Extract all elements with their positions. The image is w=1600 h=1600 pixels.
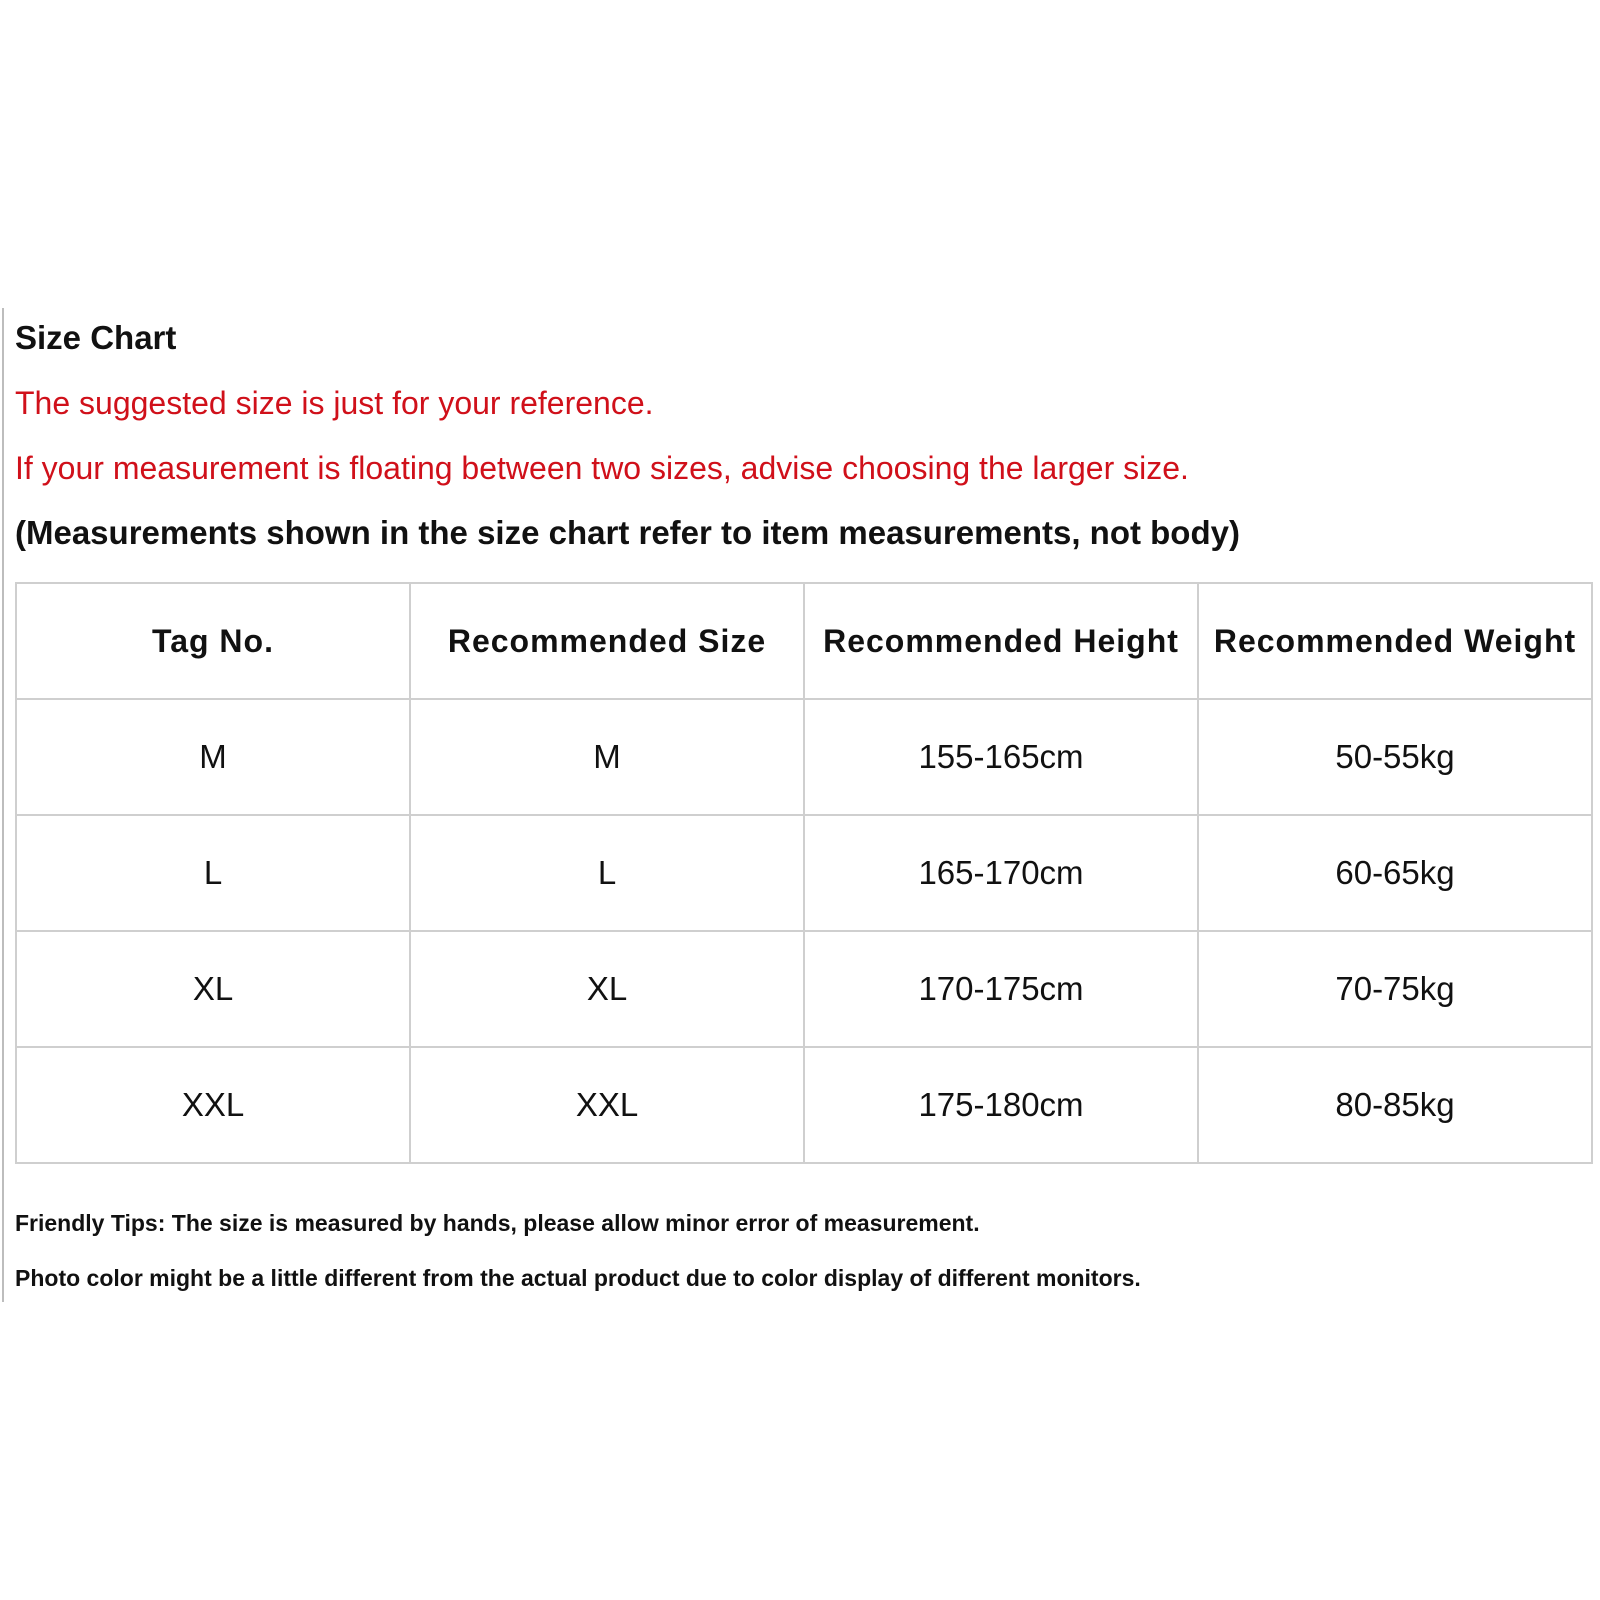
cell-tag-no: XL — [16, 931, 410, 1047]
cell-tag-no: M — [16, 699, 410, 815]
cell-recommended-height: 155-165cm — [804, 699, 1198, 815]
cell-recommended-weight: 50-55kg — [1198, 699, 1592, 815]
table-header-row — [16, 583, 1592, 699]
header-tag-no: Tag No. — [16, 583, 410, 699]
cell-tag-no: XXL — [16, 1047, 410, 1163]
cell-recommended-weight: 70-75kg — [1198, 931, 1592, 1047]
page-title: Size Chart — [15, 319, 177, 356]
tip-measurement-error: Friendly Tips: The size is measured by hands, please allow minor error of measurement. — [15, 1210, 980, 1236]
cell-recommended-size: M — [410, 699, 804, 815]
cell-recommended-height: 175-180cm — [804, 1047, 1198, 1163]
cell-recommended-size: L — [410, 815, 804, 931]
header-recommended-height: Recommended Height — [804, 583, 1198, 699]
cell-recommended-size: XL — [410, 931, 804, 1047]
reference-note: The suggested size is just for your reference. — [15, 385, 654, 421]
table-row — [16, 699, 1592, 815]
larger-size-advice: If your measurement is floating between two sizes, advise choosing the larger size. — [15, 450, 1189, 486]
cell-recommended-height: 170-175cm — [804, 931, 1198, 1047]
tip-photo-color: Photo color might be a little different from the actual product due to color display of different monitors. — [15, 1265, 1141, 1291]
cell-recommended-weight: 80-85kg — [1198, 1047, 1592, 1163]
table-row — [16, 815, 1592, 931]
table-row — [16, 1047, 1592, 1163]
header-recommended-size: Recommended Size — [410, 583, 804, 699]
cell-recommended-weight: 60-65kg — [1198, 815, 1592, 931]
header-recommended-weight: Recommended Weight — [1198, 583, 1592, 699]
measurement-note: (Measurements shown in the size chart refer to item measurements, not body) — [15, 514, 1240, 551]
size-table — [15, 582, 1593, 1164]
friendly-tips — [15, 1208, 1575, 1293]
left-border-line — [2, 308, 4, 1302]
table-row — [16, 931, 1592, 1047]
cell-tag-no: L — [16, 815, 410, 931]
cell-recommended-height: 165-170cm — [804, 815, 1198, 931]
cell-recommended-size: XXL — [410, 1047, 804, 1163]
size-chart-header — [15, 318, 1595, 553]
